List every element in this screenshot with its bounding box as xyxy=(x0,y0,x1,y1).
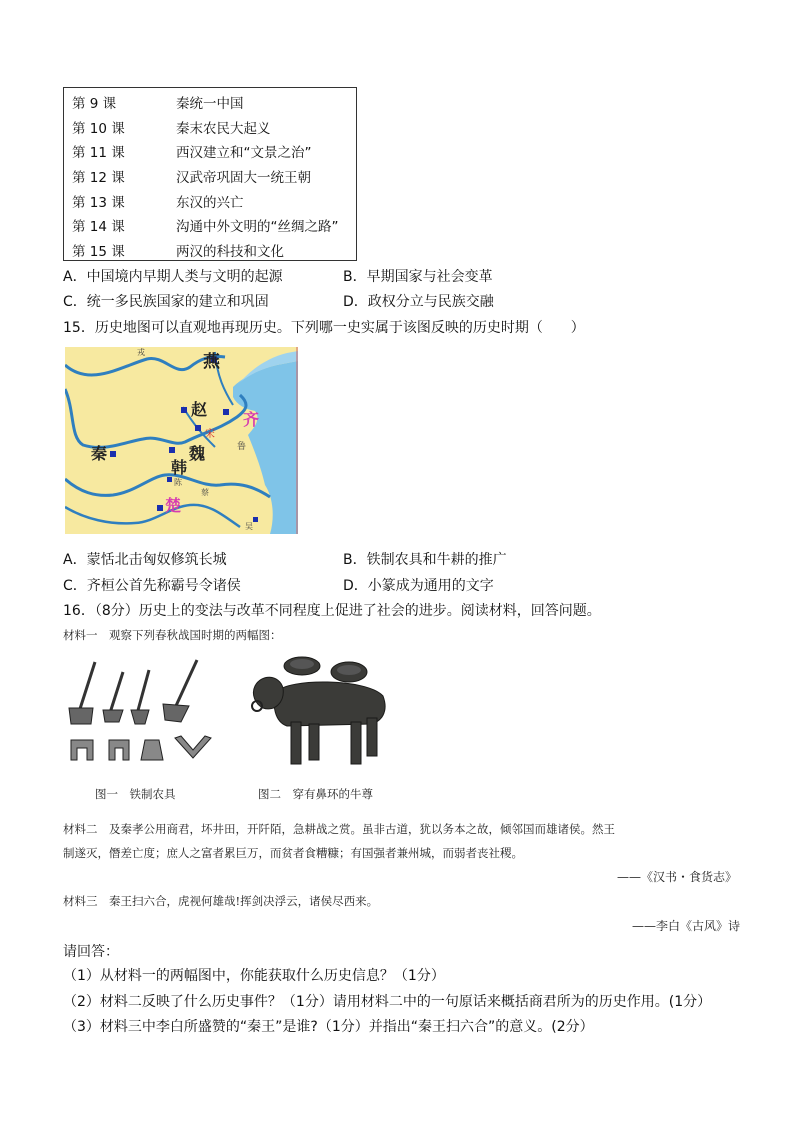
map-label-top: 戎 xyxy=(137,348,145,357)
lesson-title: 两汉的科技和文化 xyxy=(176,243,284,260)
table-row xyxy=(72,139,356,164)
q16-stem: 16．（8分）历史上的变法与改革不同程度上促进了社会的进步。阅读材料，回答问题。 xyxy=(63,603,601,619)
map-label-qin: 秦 xyxy=(91,444,108,463)
map-label-lu: 鲁 xyxy=(237,442,247,452)
table-row xyxy=(72,188,356,213)
q14-option-a[interactable]: A．中国境内早期人类与文明的起源 xyxy=(63,269,283,285)
map-label-chu: 楚 xyxy=(165,496,182,515)
warring-states-map xyxy=(65,347,298,534)
q15-stem: 15．历史地图可以直观地再现历史。下列哪一史实属于该图反映的历史时期（ ） xyxy=(63,320,585,336)
table-row xyxy=(72,164,356,189)
q15-option-c[interactable]: C．齐桓公首先称霸号令诸侯 xyxy=(63,578,241,594)
q14-option-c[interactable]: C．统一多民族国家的建立和巩固 xyxy=(63,294,269,310)
map-label-qi: 齐 xyxy=(243,410,260,429)
material-three-line: 材料三 秦王扫六合，虎视何雄哉!挥剑决浮云，诸侯尽西来。 xyxy=(63,894,379,908)
capital-marker xyxy=(195,425,201,431)
answer-prompt: 请回答： xyxy=(63,944,119,960)
table-row xyxy=(72,115,356,140)
q15-option-b[interactable]: B．铁制农具和牛耕的推广 xyxy=(343,552,507,568)
lesson-table xyxy=(63,87,357,261)
capital-marker xyxy=(157,505,163,511)
lesson-title: 沟通中外文明的“丝绸之路” xyxy=(176,219,339,236)
capital-marker xyxy=(181,407,187,413)
map-label-cai: 蔡 xyxy=(201,488,209,497)
iron-tools-icon xyxy=(65,656,215,768)
material-two-line1: 材料二 及秦孝公用商君，坏井田，开阡陌，急耕战之赏。虽非古道，犹以务本之故，倾邻国而雄诸侯。然王 xyxy=(63,822,615,836)
map-label-zhao: 赵 xyxy=(191,400,208,419)
table-row xyxy=(72,213,356,238)
lesson-title: 汉武帝巩固大一统王朝 xyxy=(176,170,311,187)
material-two-line2: 制遂灭，僭差亡度；庶人之富者累巨万，而贫者食糟糠；有国强者兼州城，而弱者丧社稷。 xyxy=(63,846,523,860)
lesson-title: 东汉的兴亡 xyxy=(176,194,244,211)
map-label-song: 宋 xyxy=(205,429,215,440)
material-three-source: ——李白《古风》诗 xyxy=(632,919,741,933)
lesson-number: 第 14 课 xyxy=(72,219,125,236)
lesson-number: 第 11 课 xyxy=(72,145,125,162)
lesson-title: 秦统一中国 xyxy=(176,96,244,113)
material-one-intro: 材料一 观察下列春秋战国时期的两幅图： xyxy=(63,628,282,642)
capital-marker xyxy=(253,517,258,522)
sub-question-1: （1）从材料一的两幅图中，你能获取什么历史信息？（1分） xyxy=(63,968,445,984)
lesson-number: 第 13 课 xyxy=(72,194,125,211)
map-graphic xyxy=(65,347,298,534)
map-label-wei: 魏 xyxy=(189,444,206,463)
material-two-source: ——《汉书・食货志》 xyxy=(617,870,738,884)
table-row xyxy=(72,90,356,115)
capital-marker xyxy=(167,477,172,482)
ox-zun-figure xyxy=(247,652,397,772)
map-label-wu: 吴 xyxy=(245,522,253,531)
q15-option-d[interactable]: D．小篆成为通用的文字 xyxy=(343,578,494,594)
table-row xyxy=(72,238,356,263)
ox-zun-icon xyxy=(247,652,397,772)
lesson-number: 第 10 课 xyxy=(72,120,125,137)
figure-one-caption: 图一 铁制农具 xyxy=(95,787,176,801)
lesson-number: 第 15 课 xyxy=(72,243,125,260)
q14-option-d[interactable]: D．政权分立与民族交融 xyxy=(343,294,494,310)
capital-marker xyxy=(110,451,116,457)
sub-question-2: （2）材料二反映了什么历史事件？（1分）请用材料二中的一句原话来概括商君所为的历史作用。(1分） xyxy=(63,994,712,1010)
figure-two-caption: 图二 穿有鼻环的牛尊 xyxy=(258,787,373,801)
map-label-han: 韩 xyxy=(171,458,188,477)
lesson-title: 西汉建立和“文景之治” xyxy=(176,145,312,162)
lesson-title: 秦末农民大起义 xyxy=(176,120,271,137)
capital-marker xyxy=(169,447,175,453)
lesson-number: 第 9 课 xyxy=(72,96,117,113)
sub-question-3: （3）材料三中李白所盛赞的“秦王”是谁?（1分）并指出“秦王扫六合”的意义。(2分） xyxy=(63,1019,594,1035)
iron-tools-figure xyxy=(65,656,215,768)
q14-option-b[interactable]: B．早期国家与社会变革 xyxy=(343,269,493,285)
map-label-chen: 陈 xyxy=(174,478,182,487)
map-label-yan: 燕 xyxy=(203,352,220,372)
q15-option-a[interactable]: A．蒙恬北击匈奴修筑长城 xyxy=(63,552,227,568)
capital-marker xyxy=(223,409,229,415)
lesson-number: 第 12 课 xyxy=(72,170,125,187)
